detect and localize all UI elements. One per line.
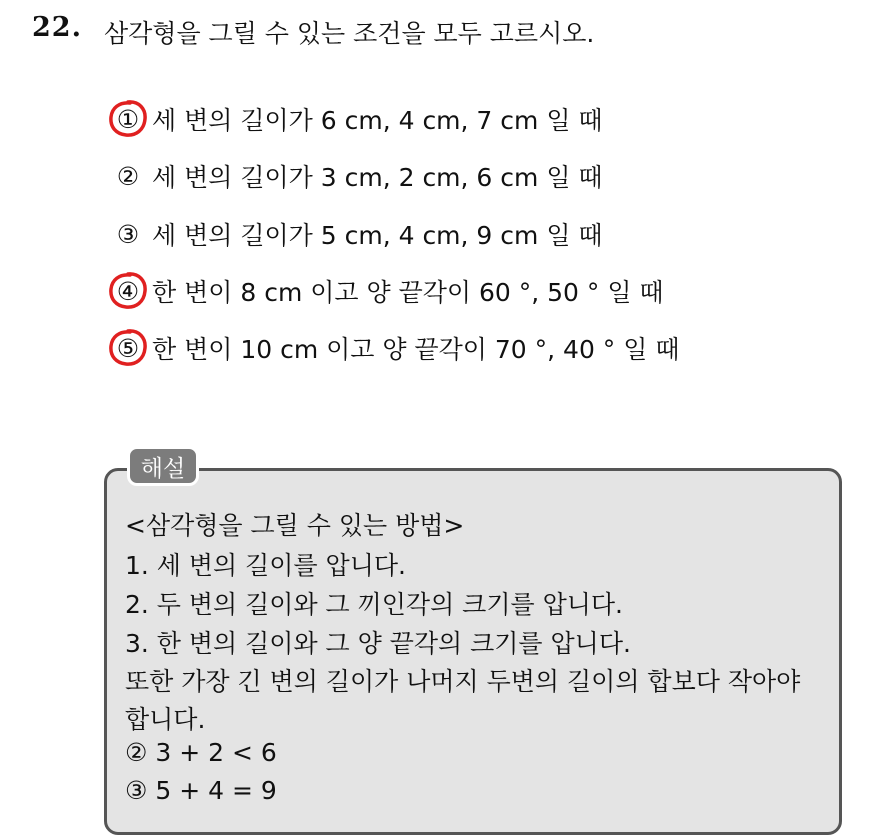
solution-label: 해설 (127, 446, 199, 486)
choice-3[interactable] (112, 214, 603, 254)
choice-5-text: 한 변이 10 cm 이고 양 끝각이 70 °, 40 ° 일 때 (152, 335, 680, 364)
choice-3-number: ③ (116, 219, 140, 249)
choice-1-number: ① (112, 105, 144, 134)
choice-4-text: 한 변이 8 cm 이고 양 끝각이 60 °, 50 ° 일 때 (152, 278, 664, 307)
choice-1-text: 세 변의 길이가 6 cm, 4 cm, 7 cm 일 때 (152, 106, 603, 135)
choice-3-text: 세 변의 길이가 5 cm, 4 cm, 9 cm 일 때 (152, 221, 603, 250)
choice-4-number: ④ (112, 277, 144, 306)
choice-4[interactable] (112, 271, 664, 311)
solution-line-3: 2. 두 변의 길이와 그 끼인각의 크기를 압니다. (125, 590, 623, 619)
solution-line-2: 1. 세 변의 길이를 압니다. (125, 551, 406, 580)
solution-line-8: ③ 5 + 4 = 9 (125, 776, 277, 805)
solution-line-6: 합니다. (125, 705, 206, 734)
question-text: 삼각형을 그릴 수 있는 조건을 모두 고르시오. (104, 19, 595, 48)
choice-2[interactable] (112, 156, 603, 196)
solution-line-4: 3. 한 변의 길이와 그 양 끝각의 크기를 압니다. (125, 629, 631, 658)
solution-line-5: 또한 가장 긴 변의 길이가 나머지 두변의 길이의 합보다 작아야 (125, 667, 801, 696)
choice-2-number: ② (116, 161, 140, 191)
question-number: 22. (32, 12, 82, 43)
solution-line-1: <삼각형을 그릴 수 있는 방법> (125, 511, 465, 540)
choice-2-text: 세 변의 길이가 3 cm, 2 cm, 6 cm 일 때 (152, 163, 603, 192)
choice-5-number: ⑤ (112, 334, 144, 363)
solution-line-7: ② 3 + 2 < 6 (125, 738, 277, 767)
choice-1[interactable] (112, 99, 603, 139)
choice-5[interactable] (112, 328, 680, 368)
